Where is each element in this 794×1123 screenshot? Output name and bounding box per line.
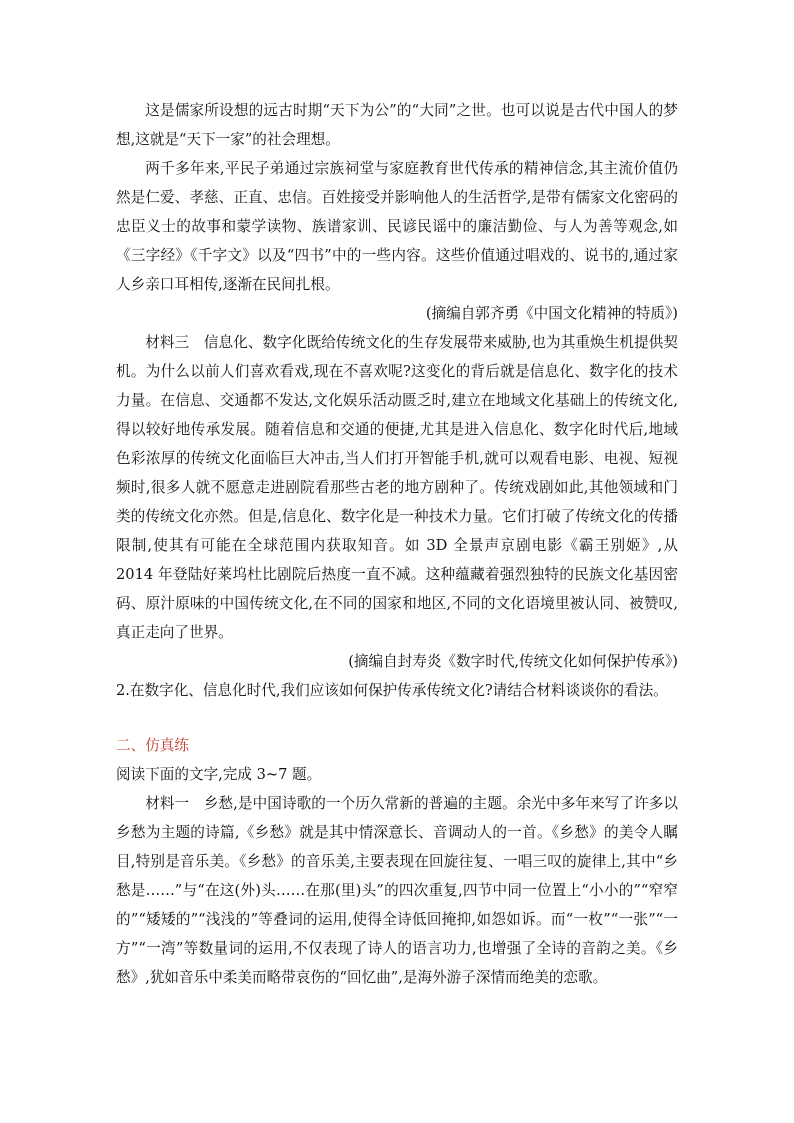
section-two-material-one: 材料一 乡愁,是中国诗歌的一个历久常新的普遍的主题。余光中多年来写了许多以乡愁为主题的诗篇,《乡愁》就是其中情深意长、音调动人的一首。《乡愁》的美令人瞩目,特别是音乐美。《乡愁》的音乐美,主要表现在回旋往复、一唱三叹的旋律上,其中“乡愁是……”与“在这(外)头……在那(里)头”的四次重复,四节中同一位置上“小小的”“窄窄的”“矮矮的”“浅浅的”等叠词的运用,使得全诗低回掩抑,如怨如诉。而“一枚”“一张”“一方”“一湾”等数量词的运用,不仅表现了诗人的语言功力,也增强了全诗的音韵之美。《乡愁》,犹如音乐中柔美而略带哀伤的“回忆曲”,是海外游子深情而绝美的恋歌。	[116, 795, 678, 986]
question-2: 2.在数字化、信息化时代,我们应该如何保护传承传统文化?请结合材料谈谈你的看法。	[116, 682, 668, 699]
material-three-source: (摘编自封寿炎《数字时代,传统文化如何保护传承》)	[348, 653, 678, 670]
material-two-paragraph-1: 这是儒家所设想的远古时期“天下为公”的“大同”之世。也可以说是古代中国人的梦想,这就是“天下一家”的社会理想。	[116, 102, 678, 148]
material-three-paragraph: 材料三 信息化、数字化既给传统文化的生存发展带来威胁,也为其重焕生机提供契机。为什么以前人们喜欢看戏,现在不喜欢呢?这变化的背后就是信息化、数字化的技术力量。在信息、交通都不发达,文化娱乐活动匮乏时,建立在地域文化基础上的传统文化,得以较好地传承发展。随着信息和交通的便捷,尤其是进入信息化、数字化时代后,地域色彩浓厚的传统文化面临巨大冲击,当人们打开智能手机,就可以观看电影、电视、短视频时,很多人就不愿意走进剧院看那些古老的地方剧种了。传统戏剧如此,其他领域和门类的传统文化亦然。但是,信息化、数字化是一种技术力量。它们打破了传统文化的传播限制,使其有可能在全球范围内获取知音。如 3D 全景声京剧电影《霸王别姬》,从 2014 年登陆好莱坞杜比剧院后热度一直不减。这种蕴藏着强烈独特的民族文化基因密码、原汁原味的中国传统文化,在不同的国家和地区,不同的文化语境里被认同、被赞叹,真正走向了世界。	[116, 334, 678, 641]
section-two-title: 二、仿真练	[116, 737, 189, 754]
material-two-paragraph-2: 两千多年来,平民子弟通过宗族祠堂与家庭教育世代传承的精神信念,其主流价值仍然是仁爱、孝慈、正直、忠信。百姓接受并影响他人的生活哲学,是带有儒家文化密码的忠臣义士的故事和蒙学读物、族谱家训、民谚民谣中的廉洁勤俭、与人为善等观念,如《三字经》《千字文》以及“四书”中的一些内容。这些价值通过唱戏的、说书的,通过家人乡亲口耳相传,逐渐在民间扎根。	[116, 160, 678, 293]
document-page	[116, 96, 678, 992]
section-two-instruction: 阅读下面的文字,完成 3~7 题。	[116, 766, 322, 783]
material-two-source: (摘编自郭齐勇《中国文化精神的特质》)	[425, 305, 678, 322]
